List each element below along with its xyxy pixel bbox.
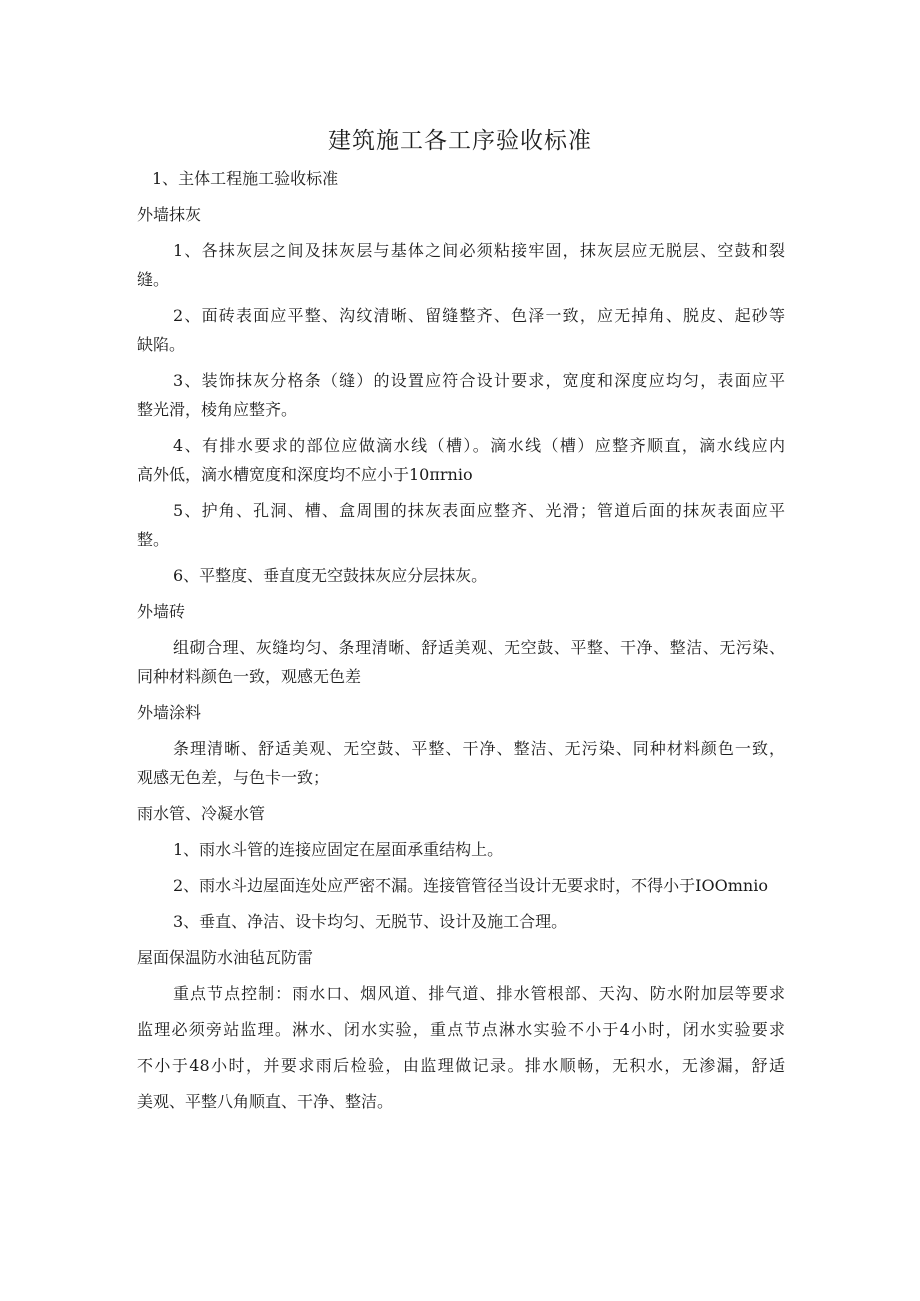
paragraph-line: 重点节点控制：雨水口、烟风道、排气道、排水管根部、天沟、防水附加层等要求 — [173, 984, 785, 1003]
item-line: 整。 — [137, 530, 170, 549]
item-line: 缝。 — [137, 270, 170, 289]
item-line: 3、垂直、净洁、设卡均匀、无脱节、设计及施工合理。 — [173, 912, 568, 931]
paragraph-line: 监理必须旁站监理。淋水、闭水实验，重点节点淋水实验不小于4小时，闭水实验要求 — [137, 1020, 785, 1039]
item-line: 整光滑，棱角应整齐。 — [137, 400, 298, 419]
subsection-heading: 屋面保温防水油毡瓦防雷 — [137, 948, 314, 967]
item-line: 高外低，滴水槽宽度和深度均不应小于10πrnio — [137, 465, 473, 484]
item-line: 条理清晰、舒适美观、无空鼓、平整、干净、整洁、无污染、同种材料颜色一致， — [173, 739, 785, 758]
item-line: 3、装饰抹灰分格条（缝）的设置应符合设计要求，宽度和深度应均匀，表面应平 — [173, 371, 785, 390]
item-line: 1、各抹灰层之间及抹灰层与基体之间必须粘接牢固，抹灰层应无脱层、空鼓和裂 — [173, 241, 785, 260]
item-line: 缺陷。 — [137, 335, 186, 354]
item-line: 5、护角、孔洞、槽、盒周围的抹灰表面应整齐、光滑；管道后面的抹灰表面应平 — [173, 501, 785, 520]
item-line: 2、雨水斗边屋面连处应严密不漏。连接管管径当设计无要求时，不得小于IOOmnio — [173, 876, 768, 895]
document-title: 建筑施工各工序验收标准 — [328, 128, 592, 154]
item-line: 2、面砖表面应平整、沟纹清晰、留缝整齐、色泽一致，应无掉角、脱皮、起砂等 — [173, 306, 785, 325]
item-line: 同种材料颜色一致，观感无色差 — [137, 667, 362, 686]
item-line: 6、平整度、垂直度无空鼓抹灰应分层抹灰。 — [173, 566, 488, 585]
item-line: 4、有排水要求的部位应做滴水线（槽）。滴水线（槽）应整齐顺直，滴水线应内 — [173, 436, 785, 455]
item-line: 1、雨水斗管的连接应固定在屋面承重结构上。 — [173, 840, 504, 859]
item-line: 观感无色差，与色卡一致； — [137, 768, 330, 787]
subsection-heading: 外墙抹灰 — [137, 205, 202, 224]
paragraph-line: 美观、平整八角顺直、干净、整洁。 — [137, 1092, 394, 1111]
subsection-heading: 外墙砖 — [137, 602, 186, 621]
item-line: 组砌合理、灰缝均匀、条理清晰、舒适美观、无空鼓、平整、干净、整洁、无污染、 — [173, 638, 785, 657]
subsection-heading: 外墙涂料 — [137, 703, 202, 722]
paragraph-line: 不小于48小时，并要求雨后检验，由监理做记录。排水顺畅，无积水，无渗漏，舒适 — [137, 1056, 785, 1075]
section-heading: 1、主体工程施工验收标准 — [152, 169, 339, 188]
subsection-heading: 雨水管、冷凝水管 — [137, 804, 266, 823]
document-body — [137, 164, 785, 1116]
